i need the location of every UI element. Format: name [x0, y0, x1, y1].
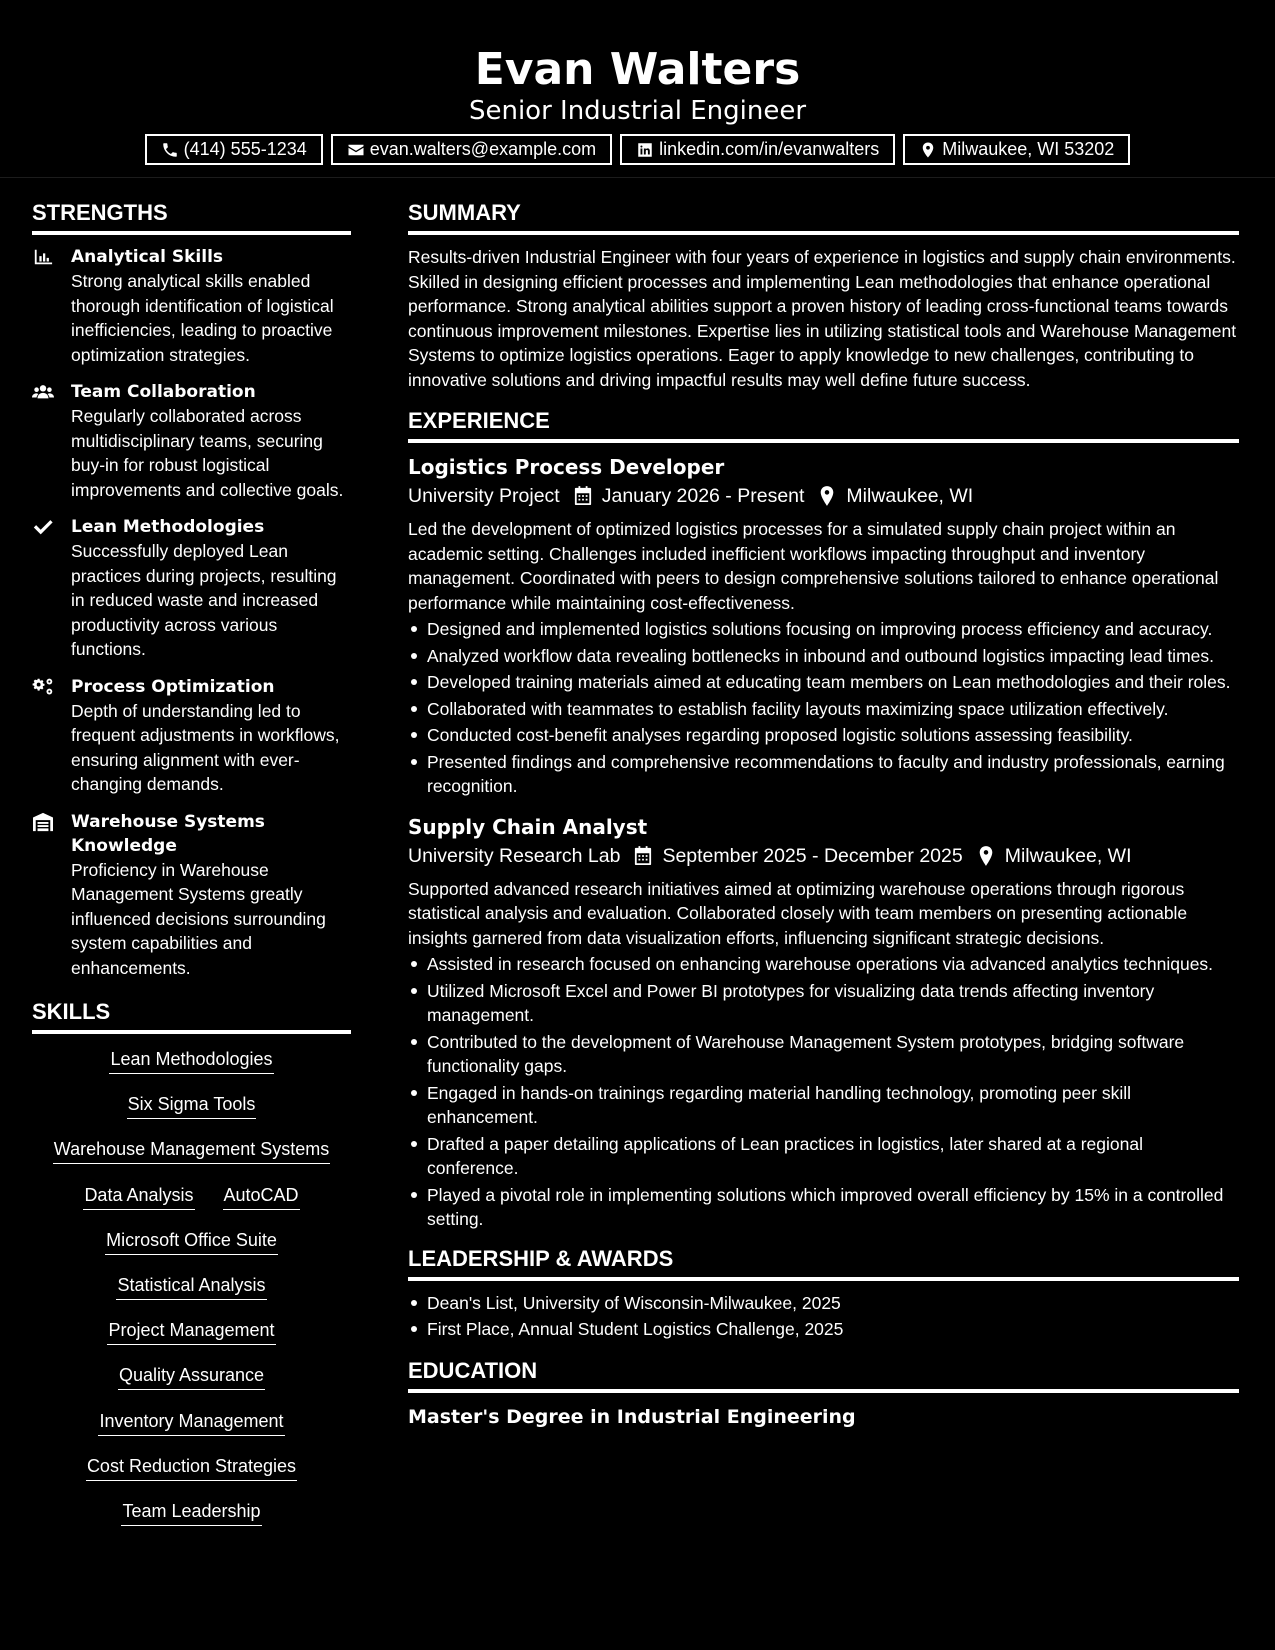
strength-title: Analytical Skills — [71, 247, 224, 267]
strength-item — [32, 675, 351, 797]
skill-tag: Warehouse Management Systems — [53, 1136, 330, 1164]
job-bullets — [408, 952, 1239, 1232]
job-bullet: Assisted in research focused on enhancing warehouse operations via advanced analytics techniques. — [408, 952, 1239, 977]
strength-title: Warehouse Systems Knowledge — [71, 811, 265, 856]
job-bullet: Drafted a paper detailing applications of Lean practices in logistics, later shared at a regional conference. — [408, 1132, 1239, 1181]
awards-heading: LEADERSHIP & AWARDS — [408, 1246, 1239, 1281]
contact-location[interactable] — [903, 134, 1130, 165]
location-text: Milwaukee, WI 53202 — [942, 139, 1115, 159]
job-bullet: Presented findings and comprehensive recommendations to faculty and industry professionals, earning recognition. — [408, 750, 1239, 799]
job-entry — [408, 813, 1239, 1232]
strength-desc: Depth of understanding led to frequent adjustments in workflows, ensuring alignment with ever-changing demands. — [71, 700, 340, 794]
candidate-name: Evan Walters — [474, 44, 801, 95]
summary-text: Results-driven Industrial Engineer with four years of experience in logistics and supply chain environments. Skilled in designing efficient processes and implementing Lean methodologies that enhance operational performance. Strong analytical abilities support a proven history of leading cross-functional teams towards continuous improvement milestones. Expertise lies in utilizing statistical tools and Warehouse Management Systems to optimize logistics operations. Eager to apply knowledge to new challenges, contributing to innovative solutions and driving impactful results may well define future success. — [408, 247, 1237, 390]
map-pin-icon — [977, 846, 995, 866]
job-bullet: Conducted cost-benefit analyses regarding proposed logistic solutions assessing feasibility. — [408, 723, 1239, 748]
skill-tag: Lean Methodologies — [109, 1046, 273, 1074]
calendar-icon — [634, 846, 652, 866]
linkedin-icon — [636, 141, 654, 159]
warehouse-icon — [32, 812, 54, 832]
strength-desc: Strong analytical skills enabled thorough identification of logistical inefficiencies, leading to proactive optimization strategies. — [71, 271, 334, 365]
skill-tag: Microsoft Office Suite — [105, 1227, 278, 1255]
resume-header — [0, 0, 1275, 178]
award-item: Dean's List, University of Wisconsin-Milwaukee, 2025 — [408, 1291, 1239, 1316]
job-location: Milwaukee, WI — [1004, 844, 1132, 867]
job-dates: September 2025 - December 2025 — [662, 844, 963, 867]
skill-tag: Data Analysis — [83, 1182, 194, 1210]
degree-title: Master's Degree in Industrial Engineering — [408, 1405, 856, 1428]
job-bullet: Contributed to the development of Warehouse Management System prototypes, bridging software functionality gaps. — [408, 1030, 1239, 1079]
job-bullet: Utilized Microsoft Excel and Power BI prototypes for visualizing data trends affecting inventory management. — [408, 979, 1239, 1028]
award-item: First Place, Annual Student Logistics Challenge, 2025 — [408, 1317, 1239, 1342]
map-pin-icon — [919, 141, 937, 159]
calendar-icon — [574, 486, 592, 506]
right-column — [408, 200, 1239, 1431]
job-bullet: Analyzed workflow data revealing bottlenecks in inbound and outbound logistics impacting lead times. — [408, 644, 1239, 669]
strength-desc: Successfully deployed Lean practices during projects, resulting in reduced waste and increased productivity across various functions. — [71, 541, 337, 659]
job-title: Supply Chain Analyst — [408, 814, 648, 839]
bar-chart-icon — [32, 247, 54, 267]
skill-tag: AutoCAD — [223, 1182, 300, 1210]
job-dates: January 2026 - Present — [601, 485, 805, 507]
skill-tag: Statistical Analysis — [116, 1272, 266, 1300]
skills-heading: SKILLS — [32, 999, 351, 1034]
map-pin-icon — [818, 486, 836, 506]
phone-icon — [161, 141, 179, 159]
job-entry — [408, 453, 1239, 799]
strength-item — [32, 810, 351, 981]
job-bullet: Engaged in hands-on trainings regarding material handling technology, promoting peer skill enhancement. — [408, 1081, 1239, 1130]
summary-heading: SUMMARY — [408, 200, 1239, 235]
strength-title: Team Collaboration — [71, 382, 256, 402]
strengths-heading: STRENGTHS — [32, 200, 351, 235]
linkedin-text: linkedin.com/in/evanwalters — [659, 139, 880, 159]
job-org: University Research Lab — [408, 844, 621, 867]
skill-tag: Inventory Management — [98, 1408, 284, 1436]
job-title: Logistics Process Developer — [408, 455, 725, 479]
phone-text: (414) 555-1234 — [183, 139, 307, 159]
left-column — [32, 200, 351, 1541]
job-org: University Project — [408, 485, 560, 507]
strength-desc: Regularly collaborated across multidisciplinary teams, securing buy-in for robust logistical improvements and collective goals. — [71, 406, 344, 500]
skill-tag: Project Management — [107, 1317, 275, 1345]
contact-bar — [0, 134, 1275, 165]
education-heading: EDUCATION — [408, 1358, 1239, 1393]
job-meta — [408, 481, 1239, 511]
contact-phone[interactable] — [145, 134, 323, 165]
strength-item — [32, 515, 351, 662]
gears-icon — [32, 677, 54, 697]
skills-list — [32, 1044, 351, 1541]
job-bullet: Designed and implemented logistics solutions focusing on improving process efficiency and accuracy. — [408, 617, 1239, 642]
awards-list — [408, 1291, 1239, 1342]
skill-tag: Team Leadership — [121, 1498, 261, 1526]
job-meta — [408, 841, 1239, 871]
job-description: Supported advanced research initiatives aimed at optimizing warehouse operations through rigorous statistical analysis and evaluation. Collaborated closely with team members on presenting actionable insights garnered from data visualization efforts, influencing significant strategic decisions. — [408, 878, 1188, 948]
strength-title: Lean Methodologies — [71, 517, 265, 537]
contact-email[interactable] — [331, 134, 612, 165]
envelope-icon — [347, 141, 365, 159]
email-text: evan.walters@example.com — [369, 139, 597, 159]
skill-tag: Six Sigma Tools — [127, 1091, 257, 1119]
skill-tag: Cost Reduction Strategies — [86, 1453, 297, 1481]
strength-item — [32, 245, 351, 367]
experience-heading: EXPERIENCE — [408, 408, 1239, 443]
job-bullet: Developed training materials aimed at educating team members on Lean methodologies and their roles. — [408, 670, 1239, 695]
strength-title: Process Optimization — [71, 676, 275, 697]
candidate-title: Senior Industrial Engineer — [468, 96, 807, 126]
contact-linkedin[interactable] — [620, 134, 895, 165]
users-icon — [32, 382, 54, 402]
check-icon — [32, 517, 54, 537]
job-location: Milwaukee, WI — [846, 485, 974, 507]
job-description: Led the development of optimized logistics processes for a simulated supply chain project within an academic setting. Challenges included inefficient workflows impacting throughput and inventory management. Coordinated with peers to design comprehensive solutions tailored to enhance operational performance while maintaining cost-effectiveness. — [408, 519, 1219, 613]
job-bullet: Played a pivotal role in implementing solutions which improved overall efficiency by 15% in a controlled setting. — [408, 1183, 1239, 1232]
skill-tag: Quality Assurance — [118, 1362, 265, 1390]
job-bullet: Collaborated with teammates to establish facility layouts maximizing space utilization effectively. — [408, 697, 1239, 722]
strength-desc: Proficiency in Warehouse Management Systems greatly influenced decisions surrounding system capabilities and enhancements. — [71, 859, 326, 978]
job-bullets — [408, 617, 1239, 799]
strength-item — [32, 380, 351, 502]
